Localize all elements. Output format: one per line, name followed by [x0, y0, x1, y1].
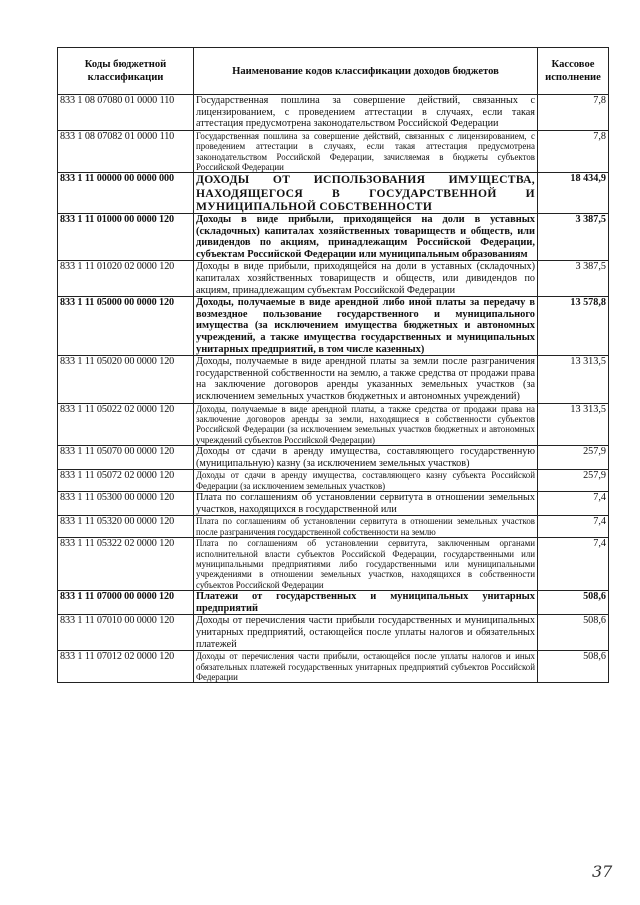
row-value: 13 313,5 — [538, 356, 609, 403]
table-row — [58, 130, 609, 173]
table-row — [58, 297, 609, 356]
table-row — [58, 261, 609, 297]
row-name: Доходы в виде прибыли, приходящейся на доли в уставных (складочных) капиталах хозяйственных товариществ и обществ, или дивидендов по акциям, принадлежащим Российской Федерации, субъектам Российской Федерации или муниципальным образованиям — [194, 214, 538, 261]
table-row — [58, 470, 609, 492]
row-name: Доходы от перечисления части прибыли государственных и муниципальных унитарных предприятий, остающейся после уплаты налогов и обязательных платежей — [194, 615, 538, 651]
header-name: Наименование кодов классификации доходов бюджетов — [194, 48, 538, 95]
row-name: Плата по соглашениям об установлении сервитута, заключенным органами исполнительной власти субъектов Российской Федерации, государственными или муниципальными предприятиями либо государственными или муниципальными учреждениями в отношении земельных участков, находящихся в собственности субъектов Российской Федерации — [194, 538, 538, 591]
row-value: 257,9 — [538, 446, 609, 470]
row-name: Доходы, получаемые в виде арендной платы, а также средства от продажи права на заключение договоров аренды за земли, находящиеся в собственности субъектов Российской Федерации (за исключением земельных участков бюджетных и автономных учреждений субъектов Российской Федерации) — [194, 403, 538, 446]
revenue-table — [57, 47, 609, 683]
row-value: 508,6 — [538, 651, 609, 683]
row-name: Доходы от сдачи в аренду имущества, составляющего государственную (муниципальную) казну (за исключением земельных участков) — [194, 446, 538, 470]
header-codes: Коды бюджетной классификации — [58, 48, 194, 95]
row-code: 833 1 11 05022 02 0000 120 — [58, 403, 194, 446]
table-header-row — [58, 48, 609, 95]
row-value: 13 313,5 — [538, 403, 609, 446]
row-code: 833 1 11 07000 00 0000 120 — [58, 591, 194, 615]
row-code: 833 1 08 07082 01 0000 110 — [58, 130, 194, 173]
table-row — [58, 538, 609, 591]
table-row — [58, 173, 609, 214]
row-code: 833 1 11 07010 00 0000 120 — [58, 615, 194, 651]
row-name: Плата по соглашениям об установлении сервитута в отношении земельных участков, находящихся в государственной или — [194, 492, 538, 516]
row-code: 833 1 11 05020 00 0000 120 — [58, 356, 194, 403]
row-name: Доходы от перечисления части прибыли, остающейся после уплаты налогов и иных обязательных платежей государственных унитарных предприятий субъектов Российской Федерации — [194, 651, 538, 683]
row-value: 18 434,9 — [538, 173, 609, 214]
row-code: 833 1 08 07080 01 0000 110 — [58, 95, 194, 131]
row-value: 7,8 — [538, 95, 609, 131]
header-execution: Кассовое исполнение — [538, 48, 609, 95]
table-row — [58, 516, 609, 538]
table-row — [58, 591, 609, 615]
row-code: 833 1 11 07012 02 0000 120 — [58, 651, 194, 683]
table-row — [58, 615, 609, 651]
table-row — [58, 651, 609, 683]
row-value: 3 387,5 — [538, 214, 609, 261]
row-value: 257,9 — [538, 470, 609, 492]
row-name: Доходы от сдачи в аренду имущества, составляющего казну субъекта Российской Федерации (за исключением земельных участков) — [194, 470, 538, 492]
row-name: Доходы в виде прибыли, приходящейся на доли в уставных (складочных) капиталах хозяйственных товариществ и обществ, или дивидендов по акциям, принадлежащим субъектам Российской Федерации — [194, 261, 538, 297]
row-value: 13 578,8 — [538, 297, 609, 356]
row-value: 7,4 — [538, 538, 609, 591]
table-row — [58, 403, 609, 446]
row-code: 833 1 11 01020 02 0000 120 — [58, 261, 194, 297]
row-code: 833 1 11 00000 00 0000 000 — [58, 173, 194, 214]
row-name: Доходы, получаемые в виде арендной либо иной платы за передачу в возмездное пользование государственного и муниципального имущества (за исключением имущества бюджетных и автономных учреждений, а также имущества государственных и муниципальных унитарных предприятий, в том числе казенных) — [194, 297, 538, 356]
row-code: 833 1 11 05300 00 0000 120 — [58, 492, 194, 516]
row-code: 833 1 11 05000 00 0000 120 — [58, 297, 194, 356]
row-name: Доходы, получаемые в виде арендной платы за земли после разграничения государственной собственности на землю, а также средства от продажи права на заключение договоров аренды указанных земельных участков (за исключением земельных участков бюджетных и автономных учреждений) — [194, 356, 538, 403]
row-value: 7,4 — [538, 516, 609, 538]
row-value: 508,6 — [538, 615, 609, 651]
row-code: 833 1 11 05322 02 0000 120 — [58, 538, 194, 591]
table-row — [58, 95, 609, 131]
row-value: 7,8 — [538, 130, 609, 173]
page-number: 37 — [592, 862, 613, 881]
row-code: 833 1 11 01000 00 0000 120 — [58, 214, 194, 261]
row-name: Плата по соглашениям об установлении сервитута в отношении земельных участков после разграничения государственной собственности на землю — [194, 516, 538, 538]
row-name: Государственная пошлина за совершение действий, связанных с лицензированием, с проведением аттестации в случаях, если такая аттестация предусмотрена законодательством Российской Федерации, зачисляемая в бюджеты субъектов Российской Федерации — [194, 130, 538, 173]
row-code: 833 1 11 05070 00 0000 120 — [58, 446, 194, 470]
row-value: 508,6 — [538, 591, 609, 615]
row-value: 7,4 — [538, 492, 609, 516]
table-row — [58, 492, 609, 516]
row-code: 833 1 11 05072 02 0000 120 — [58, 470, 194, 492]
table-row — [58, 356, 609, 403]
row-code: 833 1 11 05320 00 0000 120 — [58, 516, 194, 538]
table-body — [58, 95, 609, 683]
row-name: Государственная пошлина за совершение действий, связанных с лицензированием, с проведением аттестации в случаях, если такая аттестация предусмотрена законодательством Российской Федерации — [194, 95, 538, 131]
table-row — [58, 446, 609, 470]
row-value: 3 387,5 — [538, 261, 609, 297]
row-name: ДОХОДЫ ОТ ИСПОЛЬЗОВАНИЯ ИМУЩЕСТВА, НАХОДЯЩЕГОСЯ В ГОСУДАРСТВЕННОЙ И МУНИЦИПАЛЬНОЙ СОБСТВЕННОСТИ — [194, 173, 538, 214]
row-name: Платежи от государственных и муниципальных унитарных предприятий — [194, 591, 538, 615]
table-row — [58, 214, 609, 261]
